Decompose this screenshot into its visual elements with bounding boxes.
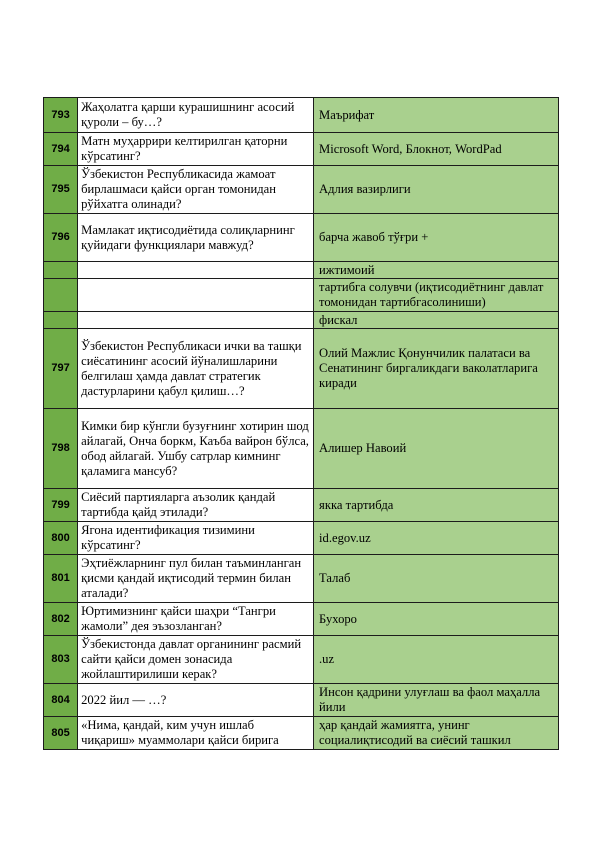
question-text: Ўзбекистон Республикасида жамоат бирлашмаси қайси орган томонидан рўйхатга олинади?: [78, 166, 314, 214]
question-number: [44, 262, 78, 279]
answer-text: фискал: [314, 312, 559, 329]
table-row: [44, 262, 559, 279]
question-text: Ўзбекистон Республикаси ички ва ташқи сиёсатининг асосий йўналишларини белгилаш ҳамда давлат стратегик дастурларини қабул қилиш…?: [78, 329, 314, 409]
question-number: 805: [44, 717, 78, 750]
answer-text: id.egov.uz: [314, 522, 559, 555]
question-text: Юртимизнинг қайси шаҳри “Тангри жамоли” дея эъзозланган?: [78, 603, 314, 636]
table-row: [44, 522, 559, 555]
question-text: [78, 262, 314, 279]
answer-text: Маърифат: [314, 98, 559, 133]
table-row: [44, 636, 559, 684]
table-row: [44, 214, 559, 262]
question-number: 802: [44, 603, 78, 636]
question-number: 797: [44, 329, 78, 409]
table-row: [44, 133, 559, 166]
answer-text: Олий Мажлис Қонунчилик палатаси ва Сенатининг биргаликдаги ваколатларига киради: [314, 329, 559, 409]
question-text: Ўзбекистонда давлат органининг расмий сайти қайси домен зонасида жойлаштирилиши керак?: [78, 636, 314, 684]
answer-text: Бухоро: [314, 603, 559, 636]
question-number: 796: [44, 214, 78, 262]
question-text: Сиёсий партияларга аъзолик қандай тартибда қайд этилади?: [78, 489, 314, 522]
question-text: Кимки бир кўнгли бузуғнинг хотирин шод айлагай, Онча боркм, Каъба вайрон бўлса, обод айлагай. Ушбу сатрлар кимнинг қаламига мансуб?: [78, 409, 314, 489]
question-text: Эҳтиёжларнинг пул билан таъминланган қисми қандай иқтисодий термин билан аталади?: [78, 555, 314, 603]
question-number: 793: [44, 98, 78, 133]
questions-table-body: [44, 98, 559, 750]
question-text: Ягона идентификация тизимини кўрсатинг?: [78, 522, 314, 555]
question-number: 800: [44, 522, 78, 555]
question-text: Мамлакат иқтисодиётида солиқларнинг қуйидаги функциялари мавжуд?: [78, 214, 314, 262]
table-row: [44, 329, 559, 409]
answer-text: тартибга солувчи (иқтисодиётнинг давлат томонидан тартибгасолиниши): [314, 279, 559, 312]
answer-text: ҳар қандай жамиятга, унинг социалиқтисодий ва сиёсий ташкил: [314, 717, 559, 750]
question-number: 794: [44, 133, 78, 166]
table-row: [44, 98, 559, 133]
question-text: «Нима, қандай, ким учун ишлаб чиқариш» муаммолари қайси бирига: [78, 717, 314, 750]
answer-text: Адлия вазирлиги: [314, 166, 559, 214]
answer-text: .uz: [314, 636, 559, 684]
question-text: 2022 йил — …?: [78, 684, 314, 717]
table-row: [44, 489, 559, 522]
answer-text: Алишер Навоий: [314, 409, 559, 489]
question-text: Матн муҳаррири келтирилган қаторни кўрсатинг?: [78, 133, 314, 166]
table-row: [44, 312, 559, 329]
question-number: [44, 312, 78, 329]
question-number: 804: [44, 684, 78, 717]
table-row: [44, 684, 559, 717]
table-row: [44, 279, 559, 312]
question-text: [78, 312, 314, 329]
table-row: [44, 555, 559, 603]
questions-table: [43, 97, 559, 750]
table-row: [44, 717, 559, 750]
answer-text: Microsoft Word, Блокнот, WordPad: [314, 133, 559, 166]
question-text: [78, 279, 314, 312]
question-number: 801: [44, 555, 78, 603]
answer-text: якка тартибда: [314, 489, 559, 522]
answer-text: Инсон қадрини улуғлаш ва фаол маҳалла йили: [314, 684, 559, 717]
question-number: 798: [44, 409, 78, 489]
answer-text: ижтимоий: [314, 262, 559, 279]
answer-text: Талаб: [314, 555, 559, 603]
question-number: 799: [44, 489, 78, 522]
question-number: 803: [44, 636, 78, 684]
table-row: [44, 603, 559, 636]
question-number: [44, 279, 78, 312]
question-text: Жаҳолатга қарши курашишнинг асосий қуроли – бу…?: [78, 98, 314, 133]
answer-text: барча жавоб тўғри +: [314, 214, 559, 262]
table-row: [44, 166, 559, 214]
question-number: 795: [44, 166, 78, 214]
table-row: [44, 409, 559, 489]
